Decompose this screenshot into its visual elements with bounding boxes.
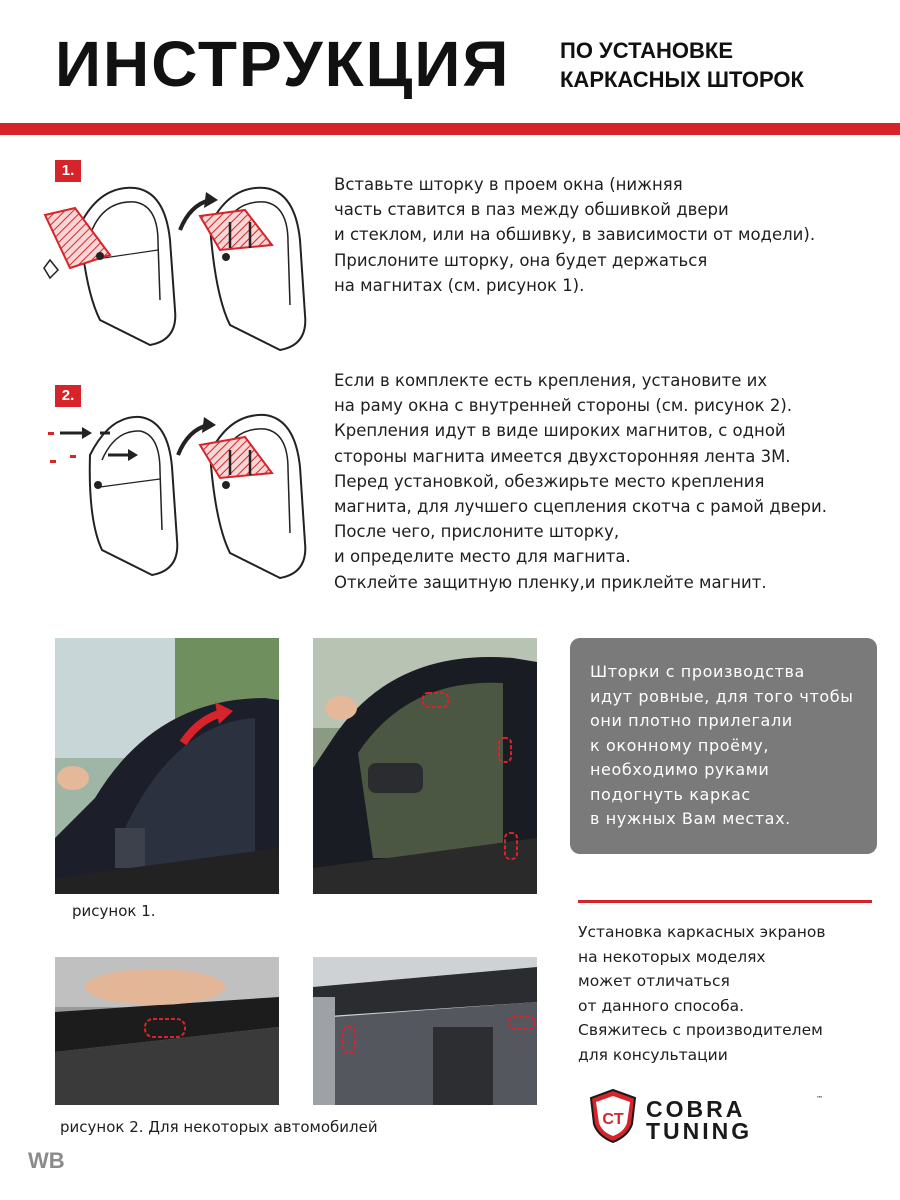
text-line: на некоторых моделях	[578, 947, 766, 966]
header-divider	[0, 123, 900, 135]
text-line: Свяжитесь с производителем	[578, 1021, 823, 1039]
text-line: необходимо руками	[590, 760, 770, 779]
step-1-badge: 1.	[55, 160, 81, 182]
text-line: Установка каркасных экранов	[578, 923, 826, 941]
step-1-text	[334, 172, 815, 298]
photo-placeholder	[55, 957, 279, 1105]
text-line: к оконному проёму,	[590, 735, 770, 755]
brand-line: TUNING	[646, 1118, 753, 1144]
photo-figure-2-left	[55, 957, 279, 1105]
text-line: Прислоните шторку, она будет держаться	[334, 250, 708, 270]
subtitle-line: ПО УСТАНОВКЕ	[560, 38, 733, 63]
page-title: ИНСТРУКЦИЯ	[55, 28, 511, 100]
step-2-text	[334, 368, 827, 595]
photo-placeholder	[55, 638, 279, 894]
text-line: Вставьте шторку в проем окна (нижняя	[334, 175, 683, 194]
subtitle-line: КАРКАСНЫХ ШТОРОК	[560, 67, 804, 92]
photo-placeholder	[313, 957, 537, 1105]
note-divider	[578, 900, 872, 903]
photo-figure-1-left	[55, 638, 279, 894]
step-2-illustration	[40, 375, 340, 585]
text-line: для консультации	[578, 1045, 728, 1064]
text-line: Перед установкой, обезжирьте место крепления	[334, 471, 765, 491]
text-line: на раму окна с внутренней стороны (см. рисунок 2).	[334, 396, 793, 416]
text-line: Отклейте защитную пленку,и приклейте магнит.	[334, 572, 767, 592]
figure-1-caption: рисунок 1.	[72, 902, 156, 920]
text-line: Крепления идут в виде широких магнитов, с одной	[334, 421, 786, 441]
text-line: подогнуть каркас	[590, 784, 751, 804]
step-1-illustration	[40, 150, 340, 360]
figure-2-caption: рисунок 2. Для некоторых автомобилей	[60, 1118, 378, 1136]
page-subtitle	[560, 36, 804, 94]
text-line: может отличаться	[578, 972, 730, 990]
text-line: и стеклом, или на обшивку, в зависимости от модели).	[334, 225, 816, 245]
photo-placeholder	[313, 638, 537, 894]
text-line: После чего, прислоните шторку,	[334, 522, 620, 542]
note-text	[578, 920, 826, 1067]
photo-figure-2-right	[313, 957, 537, 1105]
trademark-mark: ™	[816, 1095, 823, 1103]
brand-logo	[646, 1098, 752, 1142]
text-line: они плотно прилегали	[590, 711, 793, 730]
text-line: на магнитах (см. рисунок 1).	[334, 275, 585, 295]
cobra-shield-icon	[588, 1088, 638, 1144]
text-line: Если в комплекте есть крепления, установите их	[334, 371, 768, 390]
text-line: Шторки с производства	[590, 662, 805, 681]
wb-watermark: WB	[28, 1148, 65, 1173]
emblem-letters: CT	[602, 1111, 624, 1128]
step-2-badge: 2.	[55, 385, 81, 407]
text-line: идут ровные, для того чтобы	[590, 686, 854, 706]
text-line: часть ставится в паз между обшивкой двери	[334, 200, 729, 220]
text-line: в нужных Вам местах.	[590, 809, 791, 828]
info-box-text	[590, 660, 853, 832]
text-line: магнита, для лучшего сцепления скотча с рамой двери.	[334, 497, 828, 517]
text-line: от данного способа.	[578, 996, 745, 1015]
photo-figure-1-right	[313, 638, 537, 894]
brand-line: COBRA	[646, 1096, 746, 1122]
text-line: стороны магнита имеется двухсторонняя лента 3М.	[334, 446, 791, 466]
text-line: и определите место для магнита.	[334, 547, 631, 567]
